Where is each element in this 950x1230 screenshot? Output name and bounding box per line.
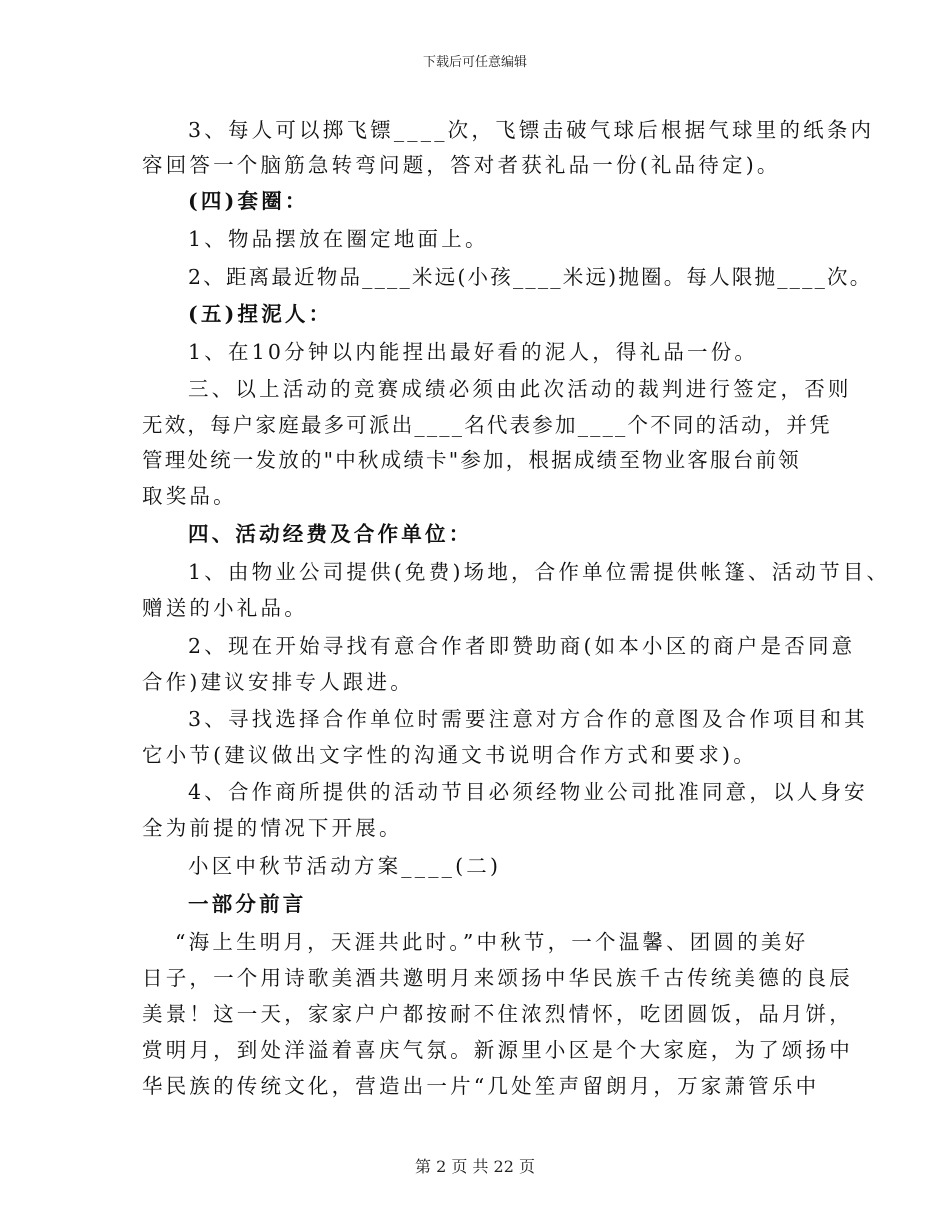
text-line: 全为前提的情况下开展。 (142, 816, 403, 840)
section-heading: 四、活动经费及合作单位： (188, 522, 473, 546)
text-line: 2、现在开始寻找有意合作者即赞助商(如本小区的商户是否同意 (188, 634, 856, 658)
text-line: 华民族的传统文化，营造出一片“几处笙声留朗月，万家萧管乐中 (142, 1074, 820, 1098)
text-line: 1、在10分钟以内能捏出最好看的泥人，得礼品一份。 (188, 340, 759, 364)
text-line: 无效，每户家庭最多可派出____名代表参加____个不同的活动，并凭 (142, 413, 832, 437)
page-header: 下载后可任意编辑 (422, 55, 527, 70)
text-line: 管理处统一发放的"中秋成绩卡"参加，根据成绩至物业客服台前领 (142, 448, 801, 472)
section-heading: (五)捏泥人： (188, 302, 333, 326)
text-line: 小区中秋节活动方案____(二) (188, 854, 502, 878)
text-line: 美景！这一天，家家户户都按耐不住浓烈情怀，吃团圆饭，品月饼， (142, 1002, 853, 1026)
text-line: 它小节(建议做出文字性的沟通文书说明合作方式和要求)。 (142, 743, 757, 767)
text-line: 4、合作商所提供的活动节目必须经物业公司批准同意，以人身安 (188, 780, 868, 804)
text-line: 赏明月，到处洋溢着喜庆气氛。新源里小区是个大家庭，为了颂扬中 (142, 1038, 853, 1062)
section-heading: 一部分前言 (188, 892, 307, 916)
text-line: 赠送的小礼品。 (142, 596, 308, 620)
section-heading: (四)套圈： (188, 189, 309, 213)
text-line: “海上生明月，天涯共此时。”中秋节，一个温馨、团圆的美好 (175, 930, 809, 954)
page-footer: 第 2 页 共 22 页 (415, 1157, 535, 1176)
text-line: 合作)建议安排专人跟进。 (142, 670, 414, 694)
text-line: 取奖品。 (142, 484, 237, 508)
text-line: 3、每人可以掷飞镖____次，飞镖击破气球后根据气球里的纸条内 (188, 118, 875, 142)
text-line: 容回答一个脑筋急转弯问题，答对者获礼品一份(礼品待定)。 (142, 153, 781, 177)
text-line: 1、由物业公司提供(免费)场地，合作单位需提供帐篷、活动节目、 (188, 560, 891, 584)
text-line: 2、距离最近物品____米远(小孩____米远)抛圈。每人限抛____次。 (188, 265, 873, 289)
text-line: 1、物品摆放在圈定地面上。 (188, 227, 489, 251)
text-line: 三、以上活动的竞赛成绩必须由此次活动的裁判进行签定，否则 (188, 377, 852, 401)
text-line: 3、寻找选择合作单位时需要注意对方合作的意图及合作项目和其 (188, 707, 868, 731)
text-line: 日子，一个用诗歌美酒共邀明月来颂扬中华民族千古传统美德的良辰 (142, 966, 853, 990)
